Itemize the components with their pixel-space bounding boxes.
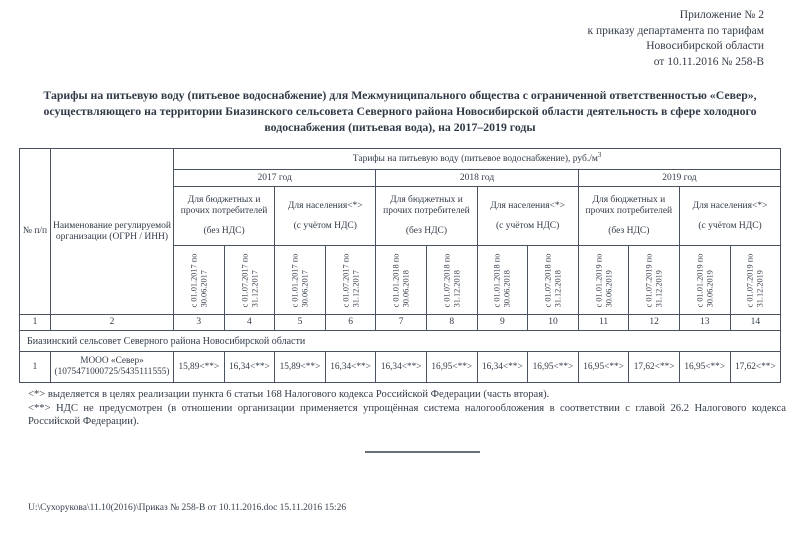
period-cell	[275, 246, 326, 315]
category-budget-line1: Для бюджетных и прочих потребителей	[585, 195, 673, 216]
col-header-number: № п/п	[20, 149, 51, 315]
period-line1: с 01.07.2018 по	[543, 253, 553, 307]
row-number-cell: 1	[20, 352, 51, 383]
tariff-value-cell: 16,34<**>	[325, 352, 376, 383]
appendix-header-line: Новосибирской области	[646, 40, 764, 52]
period-cell	[629, 246, 680, 315]
category-population-line2: (с учётом НДС)	[495, 220, 560, 231]
period-cell	[224, 246, 275, 315]
column-number-cell: 5	[275, 315, 326, 331]
tariff-value-cell: 15,89<**>	[174, 352, 225, 383]
column-number-cell: 3	[174, 315, 225, 331]
document-title: Тарифы на питьевую воду (питьевое водоснабжение) для Межмуниципального общества с ограниченной ответственностью «Север», осуществляющего на территории Биазинского сельсовета Северного района Новосибирской области деятельность в сфере холодного водоснабжения (питьевая вода), на 2017–2019 годы	[43, 88, 757, 134]
period-line2: 31.12.2017	[350, 269, 360, 307]
period-line1: с 01.07.2018 по	[442, 253, 452, 307]
period-line1: с 01.01.2017 по	[290, 253, 300, 307]
category-header-budget	[376, 187, 477, 246]
period-line1: с 01.07.2017 по	[341, 253, 351, 307]
period-line1: с 01.01.2017 по	[189, 253, 199, 307]
footnote-asterisk: <*> выделяется в целях реализации пункта 6 статьи 168 Налогового кодекса Российской Федерации (часть вторая).	[28, 389, 550, 400]
column-number-cell: 13	[679, 315, 730, 331]
category-header-population	[477, 187, 578, 246]
column-number-cell: 1	[20, 315, 51, 331]
period-line2: 31.12.2017	[249, 269, 259, 307]
period-line1: с 01.07.2017 по	[239, 253, 249, 307]
period-cell	[426, 246, 477, 315]
period-line1: с 01.01.2019 по	[594, 253, 604, 307]
appendix-header	[587, 8, 764, 70]
file-path-footer: U:\Сухорукова\11.10(2016)\Приказ № 258-В от 10.11.2016.doc 15.11.2016 15:26	[28, 503, 347, 513]
organization-ogrn-inn: (1075471000725/5435111555)	[54, 367, 170, 377]
year-header-2018: 2018 год	[376, 170, 578, 187]
tariff-value-cell: 16,95<**>	[528, 352, 579, 383]
period-line2: 31.12.2018	[451, 269, 461, 307]
column-number-cell: 12	[629, 315, 680, 331]
tariff-value-cell: 16,34<**>	[224, 352, 275, 383]
appendix-header-line: к приказу департамента по тарифам	[587, 24, 764, 37]
category-header-population	[679, 187, 780, 246]
category-population-line1: Для населения<*>	[287, 200, 363, 211]
category-header-budget	[174, 187, 275, 246]
period-line1: с 01.01.2019 по	[695, 253, 705, 307]
year-header-2019: 2019 год	[578, 170, 780, 187]
period-line2: 30.06.2017	[198, 269, 208, 307]
tariff-table	[19, 148, 781, 383]
period-cell	[578, 246, 629, 315]
footnote-double-asterisk: <**> НДС не предусмотрен (в отношении организации применяется упрощённая система налогообложения в соответствии с главой 26.2 Налогового кодекса Российской Федерации).	[28, 402, 786, 427]
period-line2: 31.12.2018	[552, 269, 562, 307]
tariff-value-cell: 16,95<**>	[578, 352, 629, 383]
column-number-cell: 10	[528, 315, 579, 331]
category-budget-line2: (без НДС)	[405, 226, 448, 236]
category-population-line2: (с учётом НДС)	[698, 220, 762, 231]
section-row: Биазинский сельсовет Северного района Новосибирской области	[20, 331, 781, 352]
appendix-header-line: Приложение № 2	[679, 9, 764, 21]
tariff-value-cell: 16,95<**>	[426, 352, 477, 383]
tariff-value-cell: 16,34<**>	[477, 352, 528, 383]
period-line1: с 01.01.2018 по	[391, 253, 401, 307]
separator-line	[365, 451, 480, 453]
period-line2: 30.06.2019	[603, 269, 613, 307]
period-cell	[325, 246, 376, 315]
period-cell	[477, 246, 528, 315]
period-cell	[528, 246, 579, 315]
appendix-header-line: от 10.11.2016 № 258-В	[653, 55, 764, 68]
category-population-line2: (с учётом НДС)	[293, 220, 357, 231]
tariff-value-cell: 16,34<**>	[376, 352, 427, 383]
category-population-line1: Для населения<*>	[692, 200, 768, 211]
organization-cell	[51, 352, 174, 383]
period-line2: 30.06.2018	[502, 269, 512, 307]
period-line2: 30.06.2019	[704, 269, 714, 307]
column-number-cell: 9	[477, 315, 528, 331]
col-header-organization: Наименование регулируемой организации (ОГРН / ИНН)	[51, 149, 174, 315]
tariff-value-cell: 16,95<**>	[679, 352, 730, 383]
tariff-value-cell: 17,62<**>	[730, 352, 781, 383]
column-number-cell: 11	[578, 315, 629, 331]
category-budget-line2: (без НДС)	[203, 226, 245, 236]
period-line2: 30.06.2017	[299, 269, 309, 307]
tariff-value-cell: 15,89<**>	[275, 352, 326, 383]
footnotes	[28, 388, 786, 429]
tariff-value-cell: 17,62<**>	[629, 352, 680, 383]
category-budget-line2: (без НДС)	[608, 226, 650, 236]
category-population-line1: Для населения<*>	[490, 200, 566, 211]
period-line2: 31.12.2019	[755, 269, 765, 307]
tariff-span-header	[174, 149, 781, 170]
period-line1: с 01.01.2018 по	[492, 253, 502, 307]
tariff-unit-superscript: 3	[597, 150, 602, 159]
period-cell	[730, 246, 781, 315]
column-number-cell: 7	[376, 315, 427, 331]
period-line1: с 01.07.2019 по	[644, 253, 654, 307]
category-header-population	[275, 187, 376, 246]
period-line2: 30.06.2018	[401, 269, 411, 307]
category-budget-line1: Для бюджетных и прочих потребителей	[383, 195, 470, 216]
column-number-cell: 6	[325, 315, 376, 331]
period-line2: 31.12.2019	[654, 269, 664, 307]
period-cell	[679, 246, 730, 315]
category-budget-line1: Для бюджетных и прочих потребителей	[180, 195, 268, 216]
column-number-cell: 2	[51, 315, 174, 331]
period-cell	[174, 246, 225, 315]
tariff-span-header-text: Тарифы на питьевую воду (питьевое водоснабжение), руб./м	[352, 153, 598, 164]
column-number-cell: 8	[426, 315, 477, 331]
column-number-cell: 14	[730, 315, 781, 331]
category-header-budget	[578, 187, 679, 246]
period-cell	[376, 246, 427, 315]
year-header-2017: 2017 год	[174, 170, 376, 187]
column-number-cell: 4	[224, 315, 275, 331]
organization-name: МООО «Север»	[80, 356, 144, 366]
period-line1: с 01.07.2019 по	[745, 253, 755, 307]
